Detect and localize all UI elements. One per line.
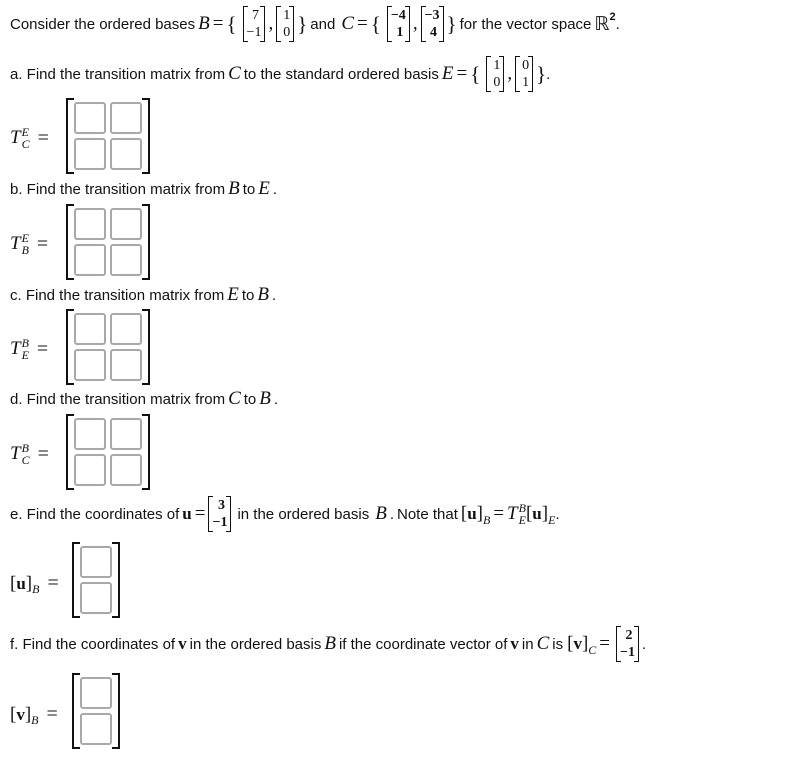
part-f-vector-answer bbox=[72, 673, 120, 749]
part-a-matrix bbox=[66, 98, 150, 174]
vector-v-c: 2 −1 bbox=[616, 626, 639, 662]
part-d-label: T B C = bbox=[10, 441, 49, 467]
matrix-d-cell-21[interactable] bbox=[74, 454, 106, 486]
matrix-c-cell-12[interactable] bbox=[110, 313, 142, 345]
part-d-matrix bbox=[66, 414, 150, 490]
vector-u: 3 −1 bbox=[208, 496, 231, 532]
matrix-d-cell-12[interactable] bbox=[110, 418, 142, 450]
and-text: and bbox=[310, 15, 336, 33]
basis-e-vector-1: 1 0 bbox=[486, 56, 504, 92]
matrix-b-cell-12[interactable] bbox=[110, 208, 142, 240]
vector-u-cell-2[interactable] bbox=[80, 582, 112, 614]
part-c-prompt: c. Find the transition matrix from E to B . bbox=[10, 284, 277, 305]
part-f-prompt: f. Find the coordinates of v in the ordered basis B if the coordinate vector of v in C is [ v ] C = 2 −1 . bbox=[10, 628, 647, 660]
part-a-label: T E C = bbox=[10, 125, 49, 151]
part-c-label: T B E = bbox=[10, 336, 49, 362]
matrix-c-cell-22[interactable] bbox=[110, 349, 142, 381]
basis-c-vector-1: −4 1 bbox=[387, 6, 410, 42]
basis-b-name: B bbox=[198, 13, 210, 34]
part-a-prompt: a. Find the transition matrix from C to the standard ordered basis E = { 1 0 , 0 1 } . bbox=[10, 58, 551, 90]
matrix-d-cell-11[interactable] bbox=[74, 418, 106, 450]
matrix-a-cell-21[interactable] bbox=[74, 138, 106, 170]
part-c-matrix bbox=[66, 309, 150, 385]
basis-e-vector-2: 0 1 bbox=[515, 56, 533, 92]
part-b-prompt: b. Find the transition matrix from B to E . bbox=[10, 178, 277, 199]
part-f-label: [ v ] B = bbox=[10, 703, 58, 727]
part-d-prompt: d. Find the transition matrix from C to B . bbox=[10, 388, 279, 409]
part-b-matrix bbox=[66, 204, 150, 280]
intro-text: Consider the ordered bases bbox=[10, 15, 196, 33]
space-symbol: ℝ bbox=[594, 13, 610, 35]
matrix-b-cell-11[interactable] bbox=[74, 208, 106, 240]
matrix-c-cell-21[interactable] bbox=[74, 349, 106, 381]
part-e-prompt: e. Find the coordinates of u = 3 −1 in the ordered basis B . Note that [ u ] B = T B E [ u ] E . bbox=[10, 498, 560, 530]
matrix-b-cell-21[interactable] bbox=[74, 244, 106, 276]
basis-c-vector-2: −3 4 bbox=[421, 6, 444, 42]
matrix-a-cell-22[interactable] bbox=[110, 138, 142, 170]
basis-b-vector-1: 7 −1 bbox=[243, 6, 266, 42]
matrix-a-cell-11[interactable] bbox=[74, 102, 106, 134]
part-b-label: T E B = bbox=[10, 231, 49, 257]
vector-u-cell-1[interactable] bbox=[80, 546, 112, 578]
vector-v-cell-1[interactable] bbox=[80, 677, 112, 709]
matrix-c-cell-11[interactable] bbox=[74, 313, 106, 345]
part-e-vector-answer bbox=[72, 542, 120, 618]
part-e-label: [ u ] B = bbox=[10, 572, 59, 596]
intro-space-text: for the vector space bbox=[459, 15, 592, 33]
basis-b-vector-2: 1 0 bbox=[276, 6, 294, 42]
vector-v-cell-2[interactable] bbox=[80, 713, 112, 745]
matrix-b-cell-22[interactable] bbox=[110, 244, 142, 276]
matrix-d-cell-22[interactable] bbox=[110, 454, 142, 486]
basis-c-name: C bbox=[341, 13, 355, 34]
matrix-a-cell-12[interactable] bbox=[110, 102, 142, 134]
intro-line: Consider the ordered bases B = { 7 −1 , 1 0 } and C = { −4 1 , −3 4 } for the vector space ℝ 2 . bbox=[10, 8, 620, 40]
